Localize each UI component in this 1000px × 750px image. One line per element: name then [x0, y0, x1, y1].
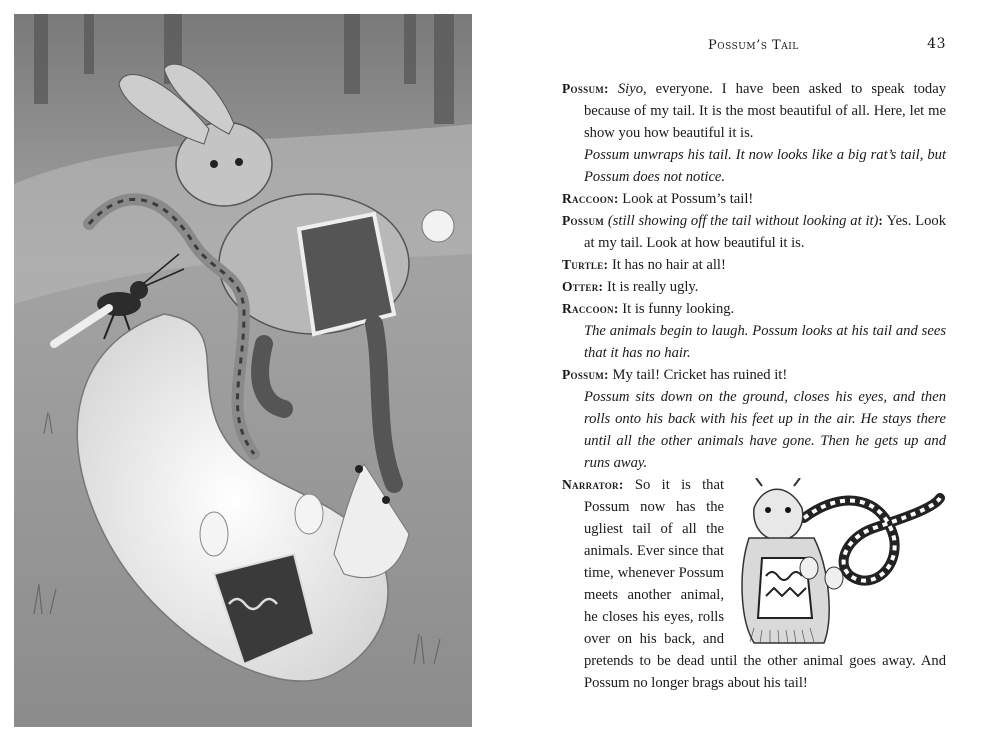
speaker-label: Raccoon: [562, 301, 619, 316]
speech-text: It is funny looking. [618, 301, 735, 317]
illustration-drawing [14, 14, 472, 727]
speech-text: It is really ugly. [603, 279, 699, 295]
story-illustration [14, 14, 472, 727]
speech-text: It has no hair at all! [608, 257, 726, 273]
speech-line [562, 254, 946, 276]
possum-spot-drawing [734, 478, 946, 646]
speaker-label: Possum: [562, 81, 609, 96]
running-title: Possum’s Tail [708, 38, 799, 53]
speaker-label: Turtle: [562, 257, 609, 272]
speech-text: So it is that Possum now has the ugliest tail of all the animals. Ever since that time, whenever Possum meets another animal, he closes his eyes, rolls over on his back, and pretends to be dead until the other animal goes away. And Possum no longer brags about his tail! [584, 477, 946, 691]
speaker-label: Possum [562, 213, 605, 228]
stage-direction: The animals begin to laugh. Possum looks at his tail and sees that it has no hair. [584, 323, 946, 361]
speech-text: My tail! Cricket has ruined it! [608, 367, 788, 383]
stage-direction: Possum unwraps his tail. It now looks like a big rat’s tail, but Possum does not notice. [584, 147, 946, 185]
stage-direction: Possum sits down on the ground, closes his eyes, and then rolls onto his back with his feet up in the air. He stays there until all the other animals have gone. Then he gets up and runs away. [584, 389, 946, 471]
italic-word: Siyo, [617, 81, 647, 97]
speaker-label: Otter: [562, 279, 604, 294]
speech-line [562, 364, 946, 386]
speech-line [562, 474, 946, 694]
play-script [562, 78, 946, 694]
speech-line [562, 188, 946, 210]
speaker-label: Possum: [562, 367, 609, 382]
speech-text: everyone. I have been asked to speak today because of my tail. It is the most beautiful of all. Here, let me show you how beautiful it is. [584, 81, 946, 141]
page-number: 43 [927, 36, 946, 52]
speech-line [562, 276, 946, 298]
speech-text: Look at Possum’s tail! [618, 191, 754, 207]
speaker-colon: : [878, 213, 884, 228]
speech-line [562, 210, 946, 254]
speech-line [562, 78, 946, 144]
running-head [562, 34, 946, 58]
speaker-label: Raccoon: [562, 191, 619, 206]
speech-text: Yes. Look at my tail. Look at how beautiful it is. [584, 213, 946, 251]
speaker-label: Narrator: [562, 477, 624, 492]
speech-line [562, 298, 946, 320]
parenthetical-direction: (still showing off the tail without looking at it) [604, 213, 879, 229]
text-page [562, 34, 946, 724]
possum-spot-illustration [734, 478, 946, 646]
